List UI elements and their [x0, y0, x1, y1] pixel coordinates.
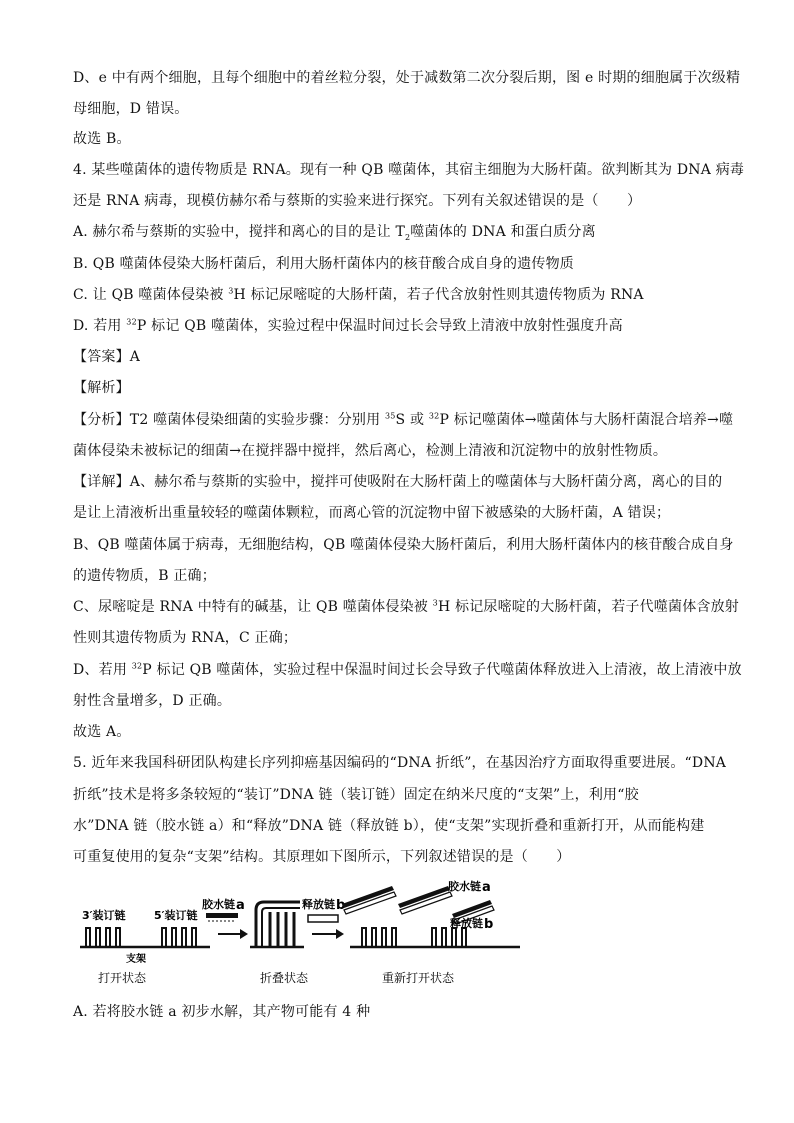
label-3prime: 3′装订链 [82, 909, 126, 922]
text-run: H 标记尿嘧啶的大肠杆菌，若子代噬菌体含放射 [437, 599, 739, 615]
text-run: 性则其遗传物质为 RNA，C 正确； [73, 630, 298, 646]
label-release: 释放链 [302, 898, 335, 911]
release-strand [308, 915, 338, 922]
superscript: 35 [384, 411, 396, 421]
reopened-staples [362, 928, 466, 947]
dna-origami-diagram [80, 872, 520, 992]
text-run: 射性含量增多，D 正确。 [73, 693, 232, 709]
question-5-stem-4 [73, 847, 571, 867]
text-run: 噬菌体的 DNA 和蛋白质分离 [410, 224, 596, 240]
open-state [80, 908, 210, 985]
question-4-stem [73, 160, 744, 180]
question-5-option-a [73, 1002, 370, 1022]
text-run: 4. 某些噬菌体的遗传物质是 RNA。现有一种 QB 噬菌体，其宿主细胞为大肠杆菌。欲判断其为 DNA 病毒 [73, 162, 745, 178]
answer-label [73, 347, 140, 367]
folded-state [250, 902, 309, 985]
option-d [73, 316, 623, 336]
text-run: P 标记噬菌体→噬菌体与大肠杆菌混合培养→噬 [439, 412, 734, 428]
text-run: S 或 [395, 412, 429, 428]
glue-a-arrow [202, 897, 248, 939]
text-run: H 标记尿嘧啶的大肠杆菌，若子代含放射性则其遗传物质为 RNA [233, 287, 644, 303]
caption-reopen-state: 重新打开状态 [382, 971, 455, 985]
text-line-3 [73, 129, 131, 149]
label-release-2-letter: b [484, 917, 494, 932]
label-glue-2-letter: a [482, 880, 491, 895]
detail-a [73, 472, 722, 492]
text-run: B、QB 噬菌体属于病毒，无细胞结构，QB 噬菌体侵染大肠杆菌后，利用大肠杆菌体内的核苷酸合成自身 [73, 537, 734, 553]
folded-strands [270, 912, 294, 947]
superscript: 32 [126, 317, 137, 327]
caption-open-state: 打开状态 [98, 971, 147, 985]
glue-strand [206, 913, 238, 918]
staple-strands-right [162, 928, 196, 947]
text-run: 还是 RNA 病毒，现模仿赫尔希与蔡斯的实验来进行探究。下列有关叙述错误的是（ ） [73, 193, 642, 209]
detail-d-2 [73, 691, 231, 711]
label-glue-2: 胶水链 [448, 880, 481, 893]
text-run: 的遗传物质，B 正确； [73, 568, 216, 584]
reopened-state [342, 879, 520, 985]
question-5-stem-3 [73, 816, 704, 836]
detail-a-2 [73, 503, 670, 523]
caption-folded-state: 折叠状态 [260, 971, 309, 985]
text-run: C、尿嘧啶是 RNA 中特有的碱基，让 QB 噬菌体侵染被 [73, 599, 433, 615]
text-run: 水”DNA 链（胶水链 a）和“释放”DNA 链（释放链 b），使“支架”实现折叠和重新打开，从而能构建 [73, 818, 705, 834]
detail-c-2 [73, 628, 297, 648]
text-run: 【答案】A [73, 349, 141, 365]
text-run: 【详解】A、赫尔希与蔡斯的实验中，搅拌可使吸附在大肠杆菌上的噬菌体与大肠杆菌分离，离心的目的 [73, 474, 723, 490]
subscript: 2 [405, 232, 411, 242]
label-glue-letter: a [236, 898, 245, 913]
question-4-stem-2 [73, 191, 641, 211]
label-5prime: 5′装订链 [154, 909, 198, 922]
label-scaffold: 支架 [126, 954, 146, 965]
text-run: 【分析】T2 噬菌体侵染细菌的实验步骤：分别用 [73, 412, 385, 428]
option-b [73, 254, 574, 274]
text-run: A. 若将胶水链 a 初步水解，其产物可能有 4 种 [73, 1004, 371, 1020]
text-run: 母细胞，D 错误。 [73, 101, 189, 117]
text-run: 可重复使用的复杂“支架”结构。其原理如下图所示，下列叙述错误的是（ ） [73, 849, 571, 865]
analysis-text [73, 410, 733, 430]
text-run: 菌体侵染未被标记的细菌→在搅拌器中搅拌，然后离心，检测上清液和沉淀物中的放射性物质。 [73, 443, 668, 459]
label-release-2: 释放链 [450, 917, 483, 930]
analysis-label [73, 378, 130, 398]
superscript: 32 [428, 411, 440, 421]
text-run: D、若用 [73, 662, 132, 678]
option-a [73, 222, 596, 242]
choose-a [73, 722, 131, 742]
superscript: 32 [131, 661, 143, 671]
text-run: D. 若用 [73, 318, 127, 334]
label-glue: 胶水链 [202, 898, 235, 911]
detail-b [73, 535, 734, 555]
detail-d [73, 660, 742, 680]
question-5-stem [73, 753, 726, 773]
text-run: P 标记 QB 噬菌体，实验过程中保温时间过长会导致子代噬菌体释放进入上清液，故上清液中放 [142, 662, 742, 678]
text-run: 是让上清液析出重量较轻的噬菌体颗粒，而离心管的沉淀物中留下被感染的大肠杆菌，A 错误； [73, 505, 671, 521]
analysis-text-2 [73, 441, 667, 461]
superscript: 3 [432, 598, 438, 608]
superscript: 3 [228, 286, 234, 296]
label-release-letter: b [336, 898, 346, 913]
option-c [73, 285, 644, 305]
text-run: 故选 A。 [73, 724, 131, 740]
text-run: C. 让 QB 噬菌体侵染被 [73, 287, 229, 303]
detail-c [73, 597, 739, 617]
arrow-right-icon [240, 929, 248, 939]
staple-strands-left [86, 928, 120, 947]
text-run: 5. 近年来我国科研团队构建长序列抑癌基因编码的“DNA 折纸”，在基因治疗方面取得重要进展。“DNA [73, 755, 727, 771]
arrow-right-icon [336, 929, 344, 939]
text-line-2 [73, 99, 188, 119]
question-5-stem-2 [73, 785, 639, 805]
release-b-arrow [302, 897, 345, 939]
text-line-1 [73, 68, 740, 88]
text-run: B. QB 噬菌体侵染大肠杆菌后，利用大肠杆菌体内的核苷酸合成自身的遗传物质 [73, 256, 575, 272]
text-run: A. 赫尔希与蔡斯的实验中，搅拌和离心的目的是让 T [73, 224, 405, 240]
text-run: D、e 中有两个细胞，且每个细胞中的着丝粒分裂，处于减数第二次分裂后期，图 e 时期的细胞属于次级精 [73, 70, 741, 86]
detail-b-2 [73, 566, 216, 586]
text-run: 折纸”技术是将多条较短的“装订”DNA 链（装订链）固定在纳米尺度的“支架”上，利用“胶 [73, 787, 639, 803]
text-run: 【解析】 [73, 380, 130, 396]
text-run: 故选 B。 [73, 131, 131, 147]
text-run: P 标记 QB 噬菌体，实验过程中保温时间过长会导致上清液中放射性强度升高 [136, 318, 623, 334]
